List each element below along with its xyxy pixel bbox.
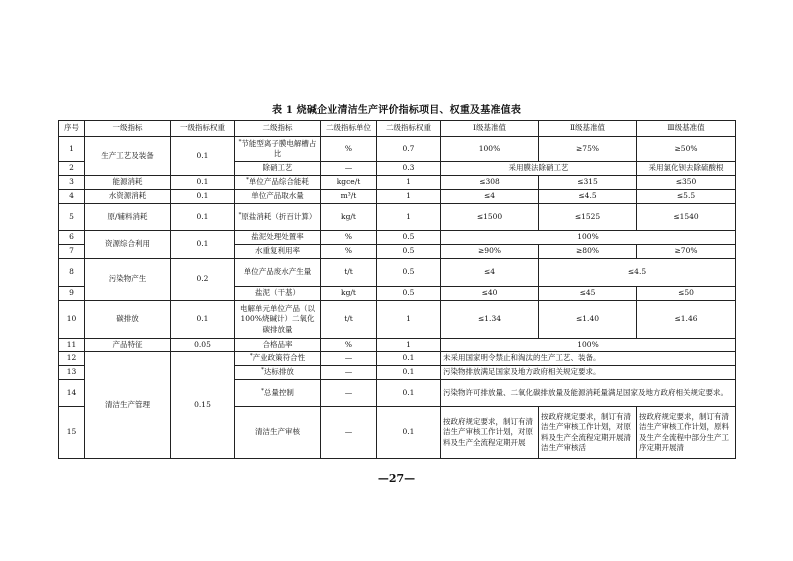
level2-indicator: 单位产品取水量	[235, 190, 321, 204]
level1-benchmark: ≤4	[441, 259, 539, 287]
unit: —	[321, 162, 377, 176]
level2-indicator-cell	[235, 352, 321, 366]
level23-benchmark: ≤4.5	[539, 259, 736, 287]
level1-indicator: 清洁生产管理	[85, 352, 171, 459]
table-row	[59, 204, 736, 231]
level2-indicator: 清洁生产审核	[235, 407, 321, 459]
level2-indicator: 单位产品综合能耗	[248, 177, 309, 187]
level1-indicator: 污染物产生	[85, 259, 171, 301]
unit: %	[321, 245, 377, 259]
level2-benchmark: ≤4.5	[539, 190, 637, 204]
header-cell: Ⅱ级基准值	[539, 121, 637, 137]
level1-indicator: 资源综合利用	[85, 231, 171, 259]
level2-indicator: 产业政策符合性	[252, 353, 306, 363]
level2-weight: 1	[377, 204, 441, 231]
row-number: 15	[59, 407, 85, 459]
level2-weight: 0.1	[377, 380, 441, 407]
header-cell: 二级指标权重	[377, 121, 441, 137]
level2-benchmark: ≤45	[539, 287, 637, 301]
header-cell: Ⅰ级基准值	[441, 121, 539, 137]
level2-weight: 1	[377, 190, 441, 204]
level3-benchmark: 采用氯化钡去除硫酸根	[637, 162, 736, 176]
unit: t/t	[321, 259, 377, 287]
unit: kg/t	[321, 204, 377, 231]
unit: %	[321, 339, 377, 352]
table-row	[59, 176, 736, 190]
level1-benchmark: ≥90%	[441, 245, 539, 259]
table-title: 表 1 烧碱企业清洁生产评价指标项目、权重及基准值表	[271, 105, 522, 116]
unit: %	[321, 231, 377, 245]
level2-indicator: 总量控制	[263, 387, 294, 397]
level3-benchmark: ≥70%	[637, 245, 736, 259]
table-row	[59, 137, 736, 162]
row-number: 1	[59, 137, 85, 162]
unit: kg/t	[321, 287, 377, 301]
level2-benchmark: ≤315	[539, 176, 637, 190]
page-number: —27—	[377, 472, 416, 485]
unit: —	[321, 366, 377, 380]
level2-benchmark: ≤1525	[539, 204, 637, 231]
table-row	[59, 190, 736, 204]
level3-benchmark: ≥50%	[637, 137, 736, 162]
level2-indicator: 水重复利用率	[235, 245, 321, 259]
table-row	[59, 259, 736, 287]
level1-weight: 0.05	[171, 339, 235, 352]
row-number: 7	[59, 245, 85, 259]
unit: —	[321, 352, 377, 366]
row-number: 8	[59, 259, 85, 287]
level1-weight: 0.1	[171, 204, 235, 231]
level2-weight: 0.5	[377, 231, 441, 245]
level1-weight: 0.1	[171, 231, 235, 259]
benchmark-all-levels: 污染物排放满足国家及地方政府相关规定要求。	[441, 366, 736, 380]
table-row	[59, 231, 736, 245]
level2-indicator-cell	[235, 380, 321, 407]
level2-indicator: 电解单元单位产品（以100%烧碱计）二氧化碳排放量	[235, 301, 321, 339]
row-number: 14	[59, 380, 85, 407]
level2-indicator-cell	[235, 204, 321, 231]
level2-indicator: 盐泥处理处置率	[235, 231, 321, 245]
header-cell: 二级指标	[235, 121, 321, 137]
unit: %	[321, 137, 377, 162]
level2-weight: 0.5	[377, 245, 441, 259]
level2-benchmark: 按政府规定要求，制订有清洁生产审核工作计划，对原料及生产全流程定期开展清洁生产审核活	[539, 407, 637, 459]
level1-weight: 0.1	[171, 190, 235, 204]
level2-indicator-cell	[235, 366, 321, 380]
star-mark: *	[261, 367, 264, 374]
benchmark-all-levels: 100%	[441, 231, 736, 245]
unit: t/t	[321, 301, 377, 339]
benchmark-all-levels: 100%	[441, 339, 736, 352]
level2-indicator: 除硝工艺	[235, 162, 321, 176]
level2-benchmark: ≥75%	[539, 137, 637, 162]
level1-indicator: 产品特征	[85, 339, 171, 352]
header-cell: 序号	[59, 121, 85, 137]
level1-weight: 0.15	[171, 352, 235, 459]
level1-weight: 0.1	[171, 176, 235, 190]
level1-weight: 0.2	[171, 259, 235, 301]
header-row	[59, 121, 736, 137]
level2-weight: 0.1	[377, 407, 441, 459]
level3-benchmark: ≤1540	[637, 204, 736, 231]
level1-benchmark: ≤40	[441, 287, 539, 301]
star-mark: *	[238, 138, 242, 145]
star-mark: *	[238, 211, 242, 218]
level2-indicator: 达标排放	[263, 367, 294, 377]
header-cell: 二级指标单位	[321, 121, 377, 137]
level1-indicator: 能源消耗	[85, 176, 171, 190]
table-row	[59, 352, 736, 366]
header-cell: 一级指标权重	[171, 121, 235, 137]
level2-indicator: 合格品率	[235, 339, 321, 352]
row-number: 9	[59, 287, 85, 301]
star-mark: *	[261, 387, 264, 394]
level12-benchmark: 采用膜法除硝工艺	[441, 162, 637, 176]
star-mark: *	[249, 353, 253, 360]
level2-benchmark: ≤1.40	[539, 301, 637, 339]
level2-weight: 0.1	[377, 352, 441, 366]
level1-benchmark: ≤1500	[441, 204, 539, 231]
header-cell: Ⅲ级基准值	[637, 121, 736, 137]
level3-benchmark: ≤1.46	[637, 301, 736, 339]
level2-indicator-cell	[235, 137, 321, 162]
level2-indicator: 节能型离子膜电解槽占比	[241, 138, 317, 158]
level3-benchmark: 按政府规定要求，制订有清洁生产审核工作计划，原料及生产全流程中部分生产工序定期开展清	[637, 407, 736, 459]
level1-indicator: 碳排放	[85, 301, 171, 339]
row-number: 12	[59, 352, 85, 366]
unit: —	[321, 380, 377, 407]
level1-benchmark: ≤1.34	[441, 301, 539, 339]
unit: m³/t	[321, 190, 377, 204]
level2-indicator: 盐泥（干基）	[235, 287, 321, 301]
evaluation-table	[58, 120, 736, 459]
star-mark: *	[246, 177, 249, 184]
row-number: 10	[59, 301, 85, 339]
benchmark-all-levels: 未采用国家明令禁止和淘汰的生产工艺、装备。	[441, 352, 736, 366]
level3-benchmark: ≤350	[637, 176, 736, 190]
level2-indicator: 单位产品废水产生量	[235, 259, 321, 287]
level2-weight: 0.1	[377, 366, 441, 380]
level2-weight: 1	[377, 301, 441, 339]
unit: —	[321, 407, 377, 459]
level1-benchmark: 按政府规定要求，制订有清洁生产审核工作计划，对原料及生产全流程定期开展	[441, 407, 539, 459]
level2-indicator: 原盐消耗（折百计算）	[241, 211, 317, 221]
benchmark-all-levels: 污染物许可排放量、二氧化碳排放量及能源消耗量满足国家及地方政府相关规定要求。	[441, 380, 736, 407]
level1-benchmark: ≤4	[441, 190, 539, 204]
table-row	[59, 339, 736, 352]
row-number: 11	[59, 339, 85, 352]
level1-indicator: 生产工艺及装备	[85, 137, 171, 176]
table-row	[59, 301, 736, 339]
level2-weight: 0.7	[377, 137, 441, 162]
row-number: 3	[59, 176, 85, 190]
level1-weight: 0.1	[171, 301, 235, 339]
level2-weight: 0.5	[377, 259, 441, 287]
level2-weight: 0.5	[377, 287, 441, 301]
level1-benchmark: 100%	[441, 137, 539, 162]
row-number: 6	[59, 231, 85, 245]
row-number: 13	[59, 366, 85, 380]
row-number: 4	[59, 190, 85, 204]
row-number: 2	[59, 162, 85, 176]
level2-weight: 1	[377, 176, 441, 190]
level1-benchmark: ≤308	[441, 176, 539, 190]
level2-weight: 0.3	[377, 162, 441, 176]
level2-indicator-cell	[235, 176, 321, 190]
row-number: 5	[59, 204, 85, 231]
level2-weight: 1	[377, 339, 441, 352]
header-cell: 一级指标	[85, 121, 171, 137]
level1-indicator: 原/辅料消耗	[85, 204, 171, 231]
unit: kgce/t	[321, 176, 377, 190]
level2-benchmark: ≥80%	[539, 245, 637, 259]
level1-weight: 0.1	[171, 137, 235, 176]
level3-benchmark: ≤50	[637, 287, 736, 301]
level1-indicator: 水资源消耗	[85, 190, 171, 204]
level3-benchmark: ≤5.5	[637, 190, 736, 204]
